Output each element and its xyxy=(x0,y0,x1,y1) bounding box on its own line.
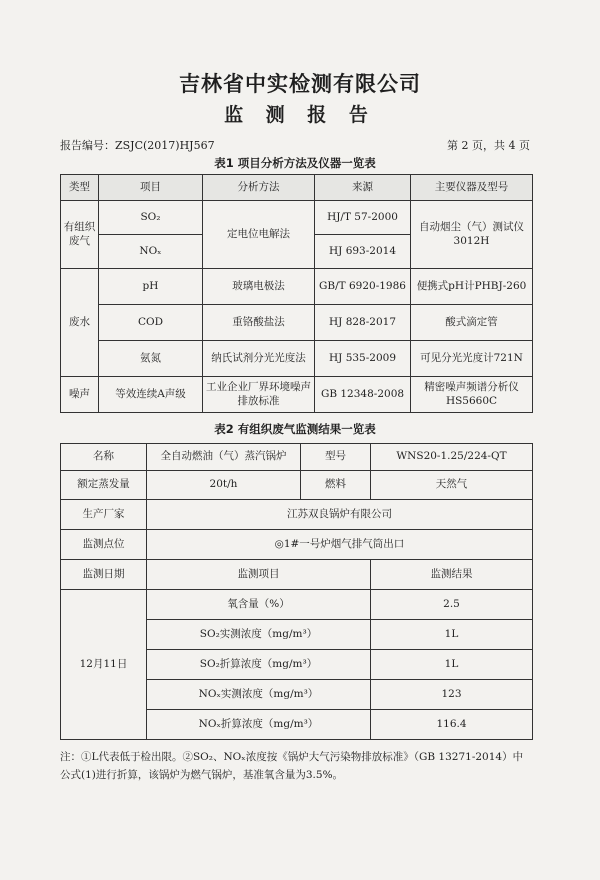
page-indicator: 第 2 页，共 4 页 xyxy=(447,139,530,152)
label-cell: 燃料 xyxy=(301,471,371,500)
value-cell: 20t/h xyxy=(147,471,301,500)
item-cell: NOₓ xyxy=(99,235,203,269)
instrument-cell: 便携式pH计PHBJ-260 xyxy=(411,269,533,305)
table-header-row xyxy=(61,175,533,201)
instrument-cell: 可见分光光度计721N xyxy=(411,341,533,377)
label-cell: 额定蒸发量 xyxy=(61,471,147,500)
header-cell: 主要仪器及型号 xyxy=(411,175,533,201)
method-cell: 重铬酸盐法 xyxy=(203,305,315,341)
item-cell: 氧含量（%） xyxy=(147,590,371,620)
value-cell: ◎1#一号炉烟气排气筒出口 xyxy=(147,530,533,560)
label-cell: 监测点位 xyxy=(61,530,147,560)
type-cell: 废水 xyxy=(61,269,99,377)
item-cell: COD xyxy=(99,305,203,341)
result-cell: 1L xyxy=(371,650,533,680)
company-name: 吉林省中实检测有限公司 xyxy=(179,72,421,96)
header-cell: 项目 xyxy=(99,175,203,201)
table-row xyxy=(61,500,533,530)
table-row xyxy=(61,341,533,377)
table-row xyxy=(61,471,533,500)
result-cell: 123 xyxy=(371,680,533,710)
table1-caption: 表1 项目分析方法及仪器一览表 xyxy=(214,156,376,170)
table-row xyxy=(61,530,533,560)
value-cell: 江苏双良锅炉有限公司 xyxy=(147,500,533,530)
value-cell: 全自动燃油（气）蒸汽锅炉 xyxy=(147,444,301,471)
header-cell: 监测日期 xyxy=(61,560,147,590)
source-cell: GB/T 6920-1986 xyxy=(315,269,411,305)
method-cell: 定电位电解法 xyxy=(203,201,315,269)
source-cell: HJ 535-2009 xyxy=(315,341,411,377)
table-row xyxy=(61,377,533,413)
table-row xyxy=(61,560,533,590)
item-cell: 氨氮 xyxy=(99,341,203,377)
table-row xyxy=(61,444,533,471)
method-cell: 纳氏试剂分光光度法 xyxy=(203,341,315,377)
table-row xyxy=(61,269,533,305)
result-cell: 116.4 xyxy=(371,710,533,740)
label-cell: 生产厂家 xyxy=(61,500,147,530)
label-cell: 型号 xyxy=(301,444,371,471)
item-cell: SO₂ xyxy=(99,201,203,235)
methods-table xyxy=(60,174,533,413)
results-table xyxy=(60,443,533,740)
table-row xyxy=(61,305,533,341)
type-cell: 噪声 xyxy=(61,377,99,413)
instrument-cell: 自动烟尘（气）测试仪3012H xyxy=(411,201,533,269)
value-cell: 天然气 xyxy=(371,471,533,500)
method-cell: 玻璃电极法 xyxy=(203,269,315,305)
table-row xyxy=(61,201,533,235)
type-cell: 有组织废气 xyxy=(61,201,99,269)
table-row xyxy=(61,590,533,620)
header-cell: 类型 xyxy=(61,175,99,201)
source-cell: HJ/T 57-2000 xyxy=(315,201,411,235)
label-cell: 名称 xyxy=(61,444,147,471)
result-cell: 1L xyxy=(371,620,533,650)
header-cell: 来源 xyxy=(315,175,411,201)
table2-caption: 表2 有组织废气监测结果一览表 xyxy=(214,422,376,436)
item-cell: pH xyxy=(99,269,203,305)
method-cell: 工业企业厂界环境噪声排放标准 xyxy=(203,377,315,413)
source-cell: GB 12348-2008 xyxy=(315,377,411,413)
date-cell: 12月11日 xyxy=(61,590,147,740)
report-number: 报告编号：ZSJC(2017)HJ567 xyxy=(60,139,215,152)
header-cell: 监测项目 xyxy=(147,560,371,590)
header-cell: 监测结果 xyxy=(371,560,533,590)
value-cell: WNS20-1.25/224-QT xyxy=(371,444,533,471)
item-cell: SO₂实测浓度（mg/m³） xyxy=(147,620,371,650)
source-cell: HJ 693-2014 xyxy=(315,235,411,269)
footnote: 注：①L代表低于检出限。②SO₂、NOₓ浓度按《锅炉大气污染物排放标准》（GB 13271-2014）中公式(1)进行折算，该锅炉为燃气锅炉，基准氧含量为3.5%。 xyxy=(60,751,524,782)
instrument-cell: 精密噪声频谱分析仪HS5660C xyxy=(411,377,533,413)
item-cell: 等效连续A声级 xyxy=(99,377,203,413)
header-cell: 分析方法 xyxy=(203,175,315,201)
item-cell: NOₓ折算浓度（mg/m³） xyxy=(147,710,371,740)
source-cell: HJ 828-2017 xyxy=(315,305,411,341)
document-title: 监 测 报 告 xyxy=(224,104,376,126)
instrument-cell: 酸式滴定管 xyxy=(411,305,533,341)
item-cell: SO₂折算浓度（mg/m³） xyxy=(147,650,371,680)
item-cell: NOₓ实测浓度（mg/m³） xyxy=(147,680,371,710)
result-cell: 2.5 xyxy=(371,590,533,620)
